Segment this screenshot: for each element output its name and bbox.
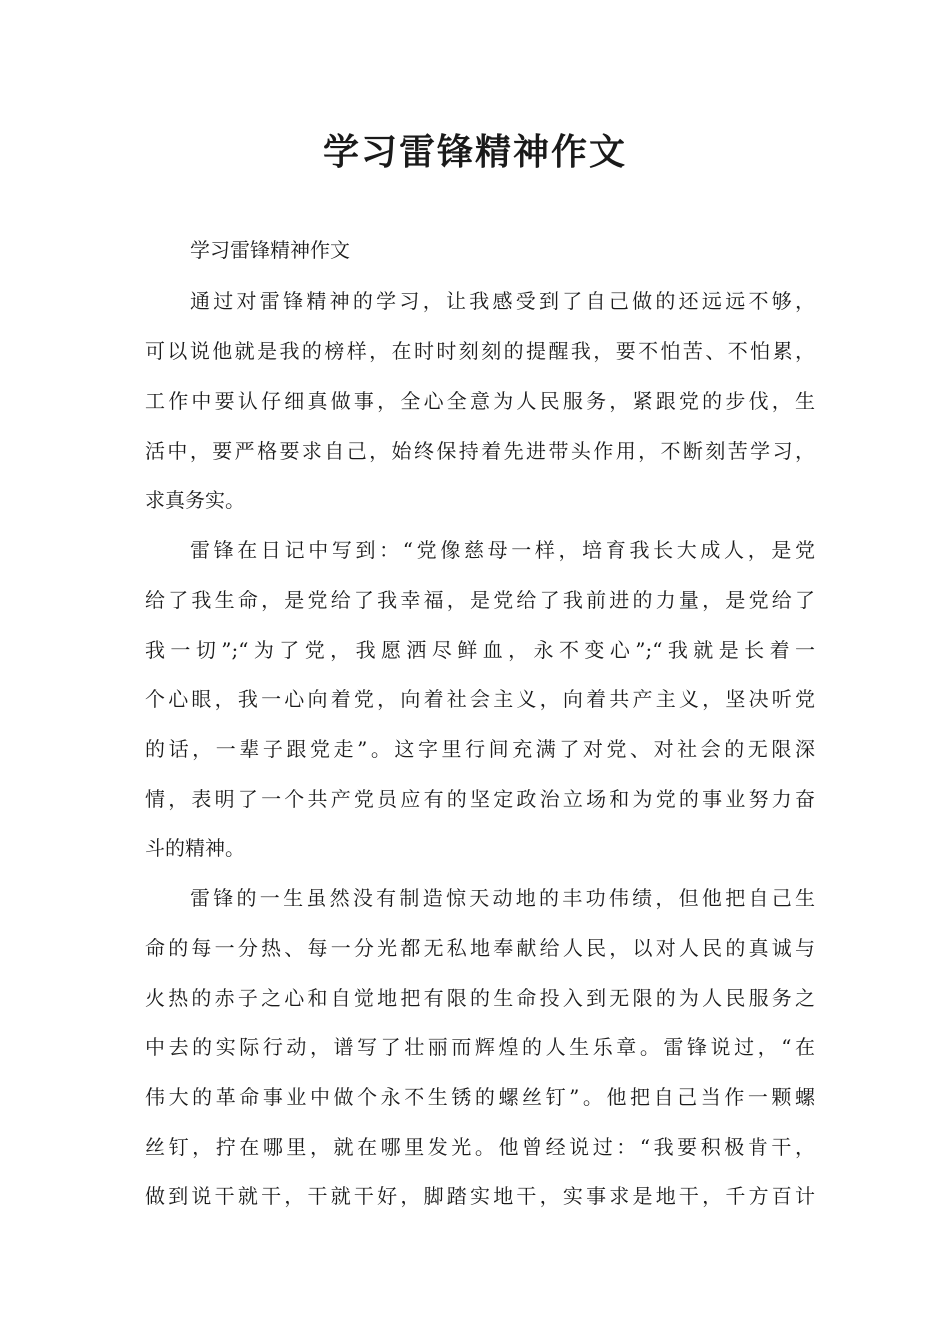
document-subtitle: 学习雷锋精神作文 <box>190 238 350 262</box>
paragraph-3-line-2: 命的每一分热、每一分光都无私地奉献给人民，以对人民的真诚与 <box>145 936 815 960</box>
paragraph-1-line-4: 活中，要严格要求自己，始终保持着先进带头作用，不断刻苦学习， <box>145 439 815 463</box>
paragraph-2-line-2: 给了我生命，是党给了我幸福，是党给了我前进的力量，是党给了 <box>145 588 815 612</box>
paragraph-2-line-7: 斗的精神。 <box>145 836 245 860</box>
paragraph-1-line-1: 通过对雷锋精神的学习，让我感受到了自己做的还远远不够， <box>190 289 815 313</box>
paragraph-2-line-3: 我一切”;“为了党，我愿洒尽鲜血，永不变心”;“我就是长着一 <box>145 638 815 662</box>
paragraph-1-line-3: 工作中要认仔细真做事，全心全意为人民服务，紧跟党的步伐，生 <box>145 389 815 413</box>
paragraph-1-line-5: 求真务实。 <box>145 488 245 512</box>
paragraph-3-line-3: 火热的赤子之心和自觉地把有限的生命投入到无限的为人民服务之 <box>145 986 815 1010</box>
paragraph-2-line-4: 个心眼，我一心向着党，向着社会主义，向着共产主义，坚决听党 <box>145 687 815 711</box>
paragraph-3-line-4: 中去的实际行动，谱写了壮丽而辉煌的人生乐章。雷锋说过，“在 <box>145 1035 815 1059</box>
paragraph-3-line-7: 做到说干就干，干就干好，脚踏实地干，实事求是地干，千方百计 <box>145 1184 815 1208</box>
paragraph-3-line-1: 雷锋的一生虽然没有制造惊天动地的丰功伟绩，但他把自己生 <box>190 886 815 910</box>
paragraph-2-line-1: 雷锋在日记中写到：“党像慈母一样，培育我长大成人，是党 <box>190 538 815 562</box>
paragraph-3-line-5: 伟大的革命事业中做个永不生锈的螺丝钉”。他把自己当作一颗螺 <box>145 1085 815 1109</box>
paragraph-2-line-6: 情，表明了一个共产党员应有的坚定政治立场和为党的事业努力奋 <box>145 787 815 811</box>
paragraph-1-line-2: 可以说他就是我的榜样，在时时刻刻的提醒我，要不怕苦、不怕累， <box>145 339 815 363</box>
document-title: 学习雷锋精神作文 <box>322 132 627 173</box>
paragraph-3-line-6: 丝钉，拧在哪里，就在哪里发光。他曾经说过：“我要积极肯干， <box>145 1135 815 1159</box>
paragraph-2-line-5: 的话，一辈子跟党走”。这字里行间充满了对党、对社会的无限深 <box>145 737 815 761</box>
